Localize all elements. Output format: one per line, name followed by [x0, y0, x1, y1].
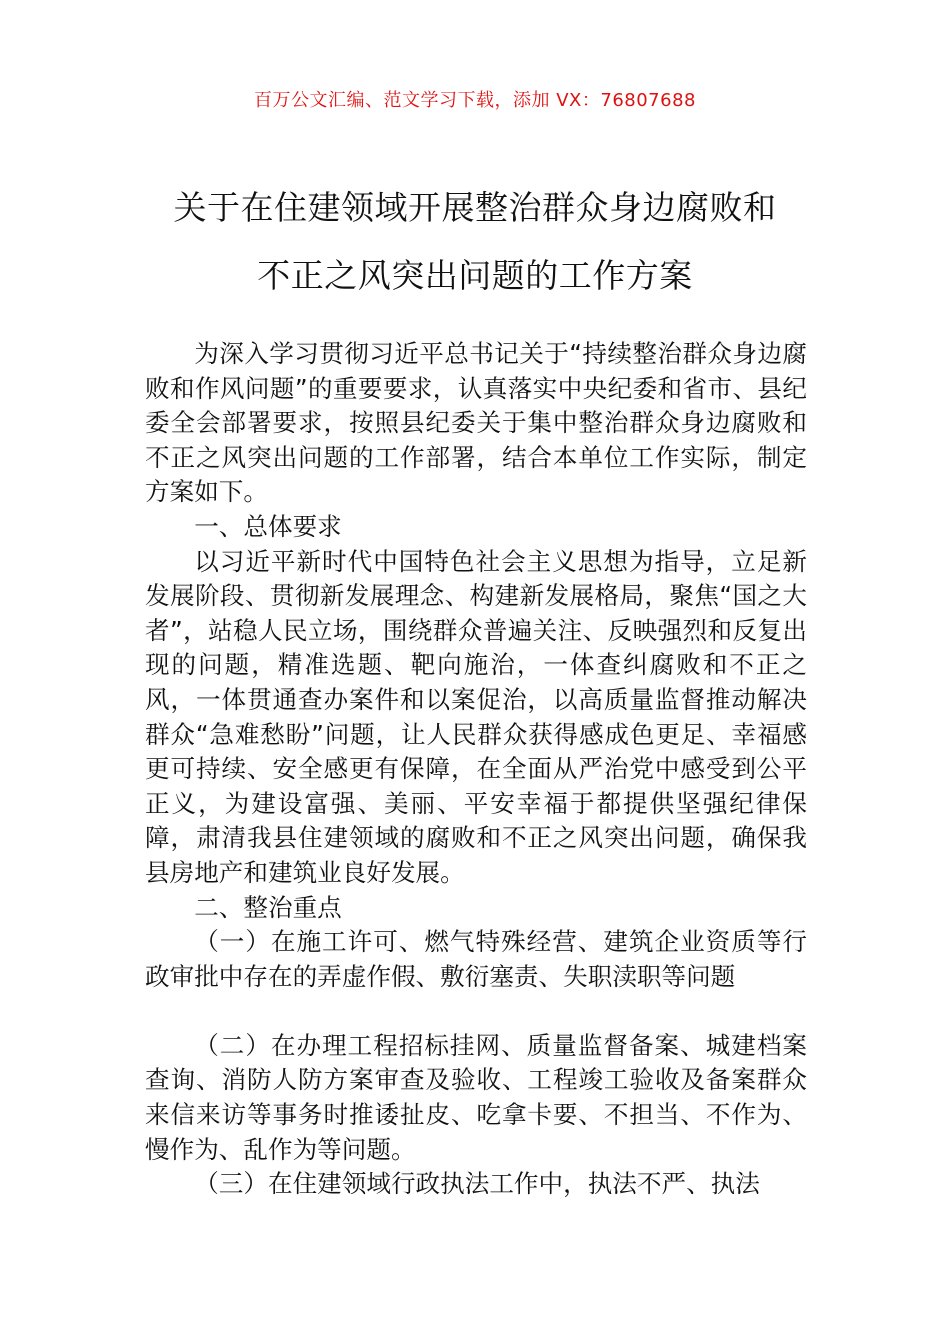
section-heading-key-rectification: 二、整治重点	[194, 892, 342, 922]
rectification-item-2: （二）在办理工程招标挂网、质量监督备案、城建档案查询、消防人防方案审查及验收、工程竣工验收及备案群众来信来访等事务时推诿扯皮、吃拿卡要、不担当、不作为、慢作为、乱作为等问题。	[145, 1030, 807, 1164]
rectification-item-1: （一）在施工许可、燃气特殊经营、建筑企业资质等行政审批中存在的弄虚作假、敷衍塞责、失职渎职等问题	[145, 927, 807, 991]
general-requirements-paragraph: 以习近平新时代中国特色社会主义思想为指导，立足新发展阶段、贯彻新发展理念、构建新发展格局，聚焦“国之大者”，站稳人民立场，围绕群众普遍关注、反映强烈和反复出现的问题，精准选题、靶向施治，一体查纠腐败和不正之风，一体贯通查办案件和以案促治，以高质量监督推动解决群众“急难愁盼”问题，让人民群众获得感成色更足、幸福感更可持续、安全感更有保障，在全面从严治党中感受到公平正义，为建设富强、美丽、平安幸福于都提供坚强纪律保障，肃清我县住建领域的腐败和不正之风突出问题，确保我县房地产和建筑业良好发展。	[145, 546, 807, 887]
section-heading-general-requirements: 一、总体要求	[194, 511, 342, 541]
document-title-line-1: 关于在住建领域开展整治群众身边腐败和	[173, 188, 777, 227]
document-title-line-2: 不正之风突出问题的工作方案	[257, 256, 693, 295]
intro-paragraph: 为深入学习贯彻习近平总书记关于“持续整治群众身边腐败和作风问题”的重要要求，认真落实中央纪委和省市、县纪委全会部署要求，按照县纪委关于集中整治群众身边腐败和不正之风突出问题的工作部署，结合本单位工作实际，制定方案如下。	[145, 339, 807, 507]
header-note: 百万公文汇编、范文学习下载，添加 VX：76807688	[254, 90, 696, 111]
rectification-item-3: （三）在住建领域行政执法工作中，执法不严、执法	[194, 1169, 760, 1199]
document-body	[145, 337, 807, 1202]
